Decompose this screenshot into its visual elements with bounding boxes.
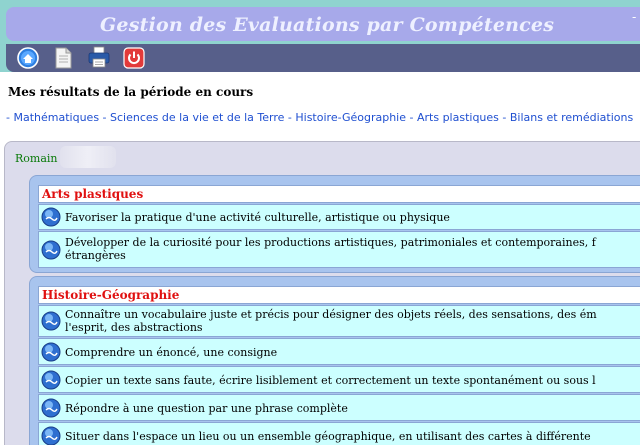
skill-label: Copier un texte sans faute, écrire lisiblement et correctement un texte spontanément ou sous l bbox=[65, 374, 596, 387]
globe-icon[interactable] bbox=[41, 207, 61, 227]
skill-label: Comprendre un énoncé, une consigne bbox=[65, 346, 278, 359]
print-button[interactable] bbox=[88, 46, 110, 68]
skill-label-line2: l'esprit, des abstractions bbox=[65, 321, 203, 334]
nav-link-bilans[interactable]: Bilans et remédiations bbox=[509, 111, 634, 124]
printer-icon bbox=[88, 46, 110, 68]
nav-separator: - bbox=[502, 111, 507, 124]
skill-label: Favoriser la pratique d'une activité culturelle, artistique ou physique bbox=[65, 211, 450, 224]
skill-group-histoire-geographie bbox=[29, 276, 640, 445]
nav-separator: - bbox=[102, 111, 107, 124]
skill-label-line1: Développer de la curiosité pour les productions artistiques, patrimoniales et contemporaines, f bbox=[65, 236, 596, 249]
nav-separator: - bbox=[6, 111, 10, 124]
nav-link-svt[interactable]: Sciences de la vie et de la Terre bbox=[110, 111, 285, 124]
home-button[interactable] bbox=[17, 47, 39, 69]
student-name: Romain bbox=[15, 152, 58, 165]
nav-link-arts-plastiques[interactable]: Arts plastiques bbox=[416, 111, 499, 124]
nav-separator: - bbox=[409, 111, 414, 124]
skill-row bbox=[38, 366, 640, 393]
nav-separator: - bbox=[287, 111, 292, 124]
power-icon bbox=[123, 47, 145, 69]
globe-icon[interactable] bbox=[41, 426, 61, 445]
globe-icon[interactable] bbox=[41, 398, 61, 418]
nav-link-mathematiques[interactable]: Mathématiques bbox=[13, 111, 100, 124]
logout-button[interactable] bbox=[123, 47, 145, 69]
document-button[interactable] bbox=[52, 47, 74, 69]
nav-link-histoire-geographie[interactable]: Histoire-Géographie bbox=[295, 111, 406, 124]
subject-nav bbox=[6, 111, 633, 124]
skill-label bbox=[65, 308, 640, 334]
group-title: Arts plastiques bbox=[38, 185, 640, 203]
globe-icon[interactable] bbox=[41, 311, 61, 331]
skill-label: Répondre à une question par une phrase complète bbox=[65, 402, 348, 415]
skill-label bbox=[65, 236, 640, 262]
banner-separator: - bbox=[632, 10, 637, 24]
student-photo bbox=[60, 146, 116, 168]
skill-label: Situer dans l'espace un lieu ou un ensemble géographique, en utilisant des cartes à différente bbox=[65, 430, 591, 443]
page-title: Mes résultats de la période en cours bbox=[8, 85, 254, 99]
document-icon bbox=[52, 47, 74, 69]
skill-row bbox=[38, 231, 640, 268]
home-icon bbox=[17, 47, 39, 69]
skill-label-line1: Connaître un vocabulaire juste et précis pour désigner des objets réels, des sensations, des ém bbox=[65, 308, 597, 321]
skill-row bbox=[38, 338, 640, 365]
skill-row bbox=[38, 204, 640, 230]
globe-icon[interactable] bbox=[41, 240, 61, 260]
skill-label-line2: étrangères bbox=[65, 249, 126, 262]
globe-icon[interactable] bbox=[41, 370, 61, 390]
group-title: Histoire-Géographie bbox=[38, 286, 640, 304]
skill-row bbox=[38, 422, 640, 445]
skill-row bbox=[38, 394, 640, 421]
skill-group-arts-plastiques bbox=[29, 175, 640, 273]
globe-icon[interactable] bbox=[41, 342, 61, 362]
skill-row bbox=[38, 305, 640, 337]
app-title: Gestion des Evaluations par Compétences bbox=[100, 14, 555, 36]
